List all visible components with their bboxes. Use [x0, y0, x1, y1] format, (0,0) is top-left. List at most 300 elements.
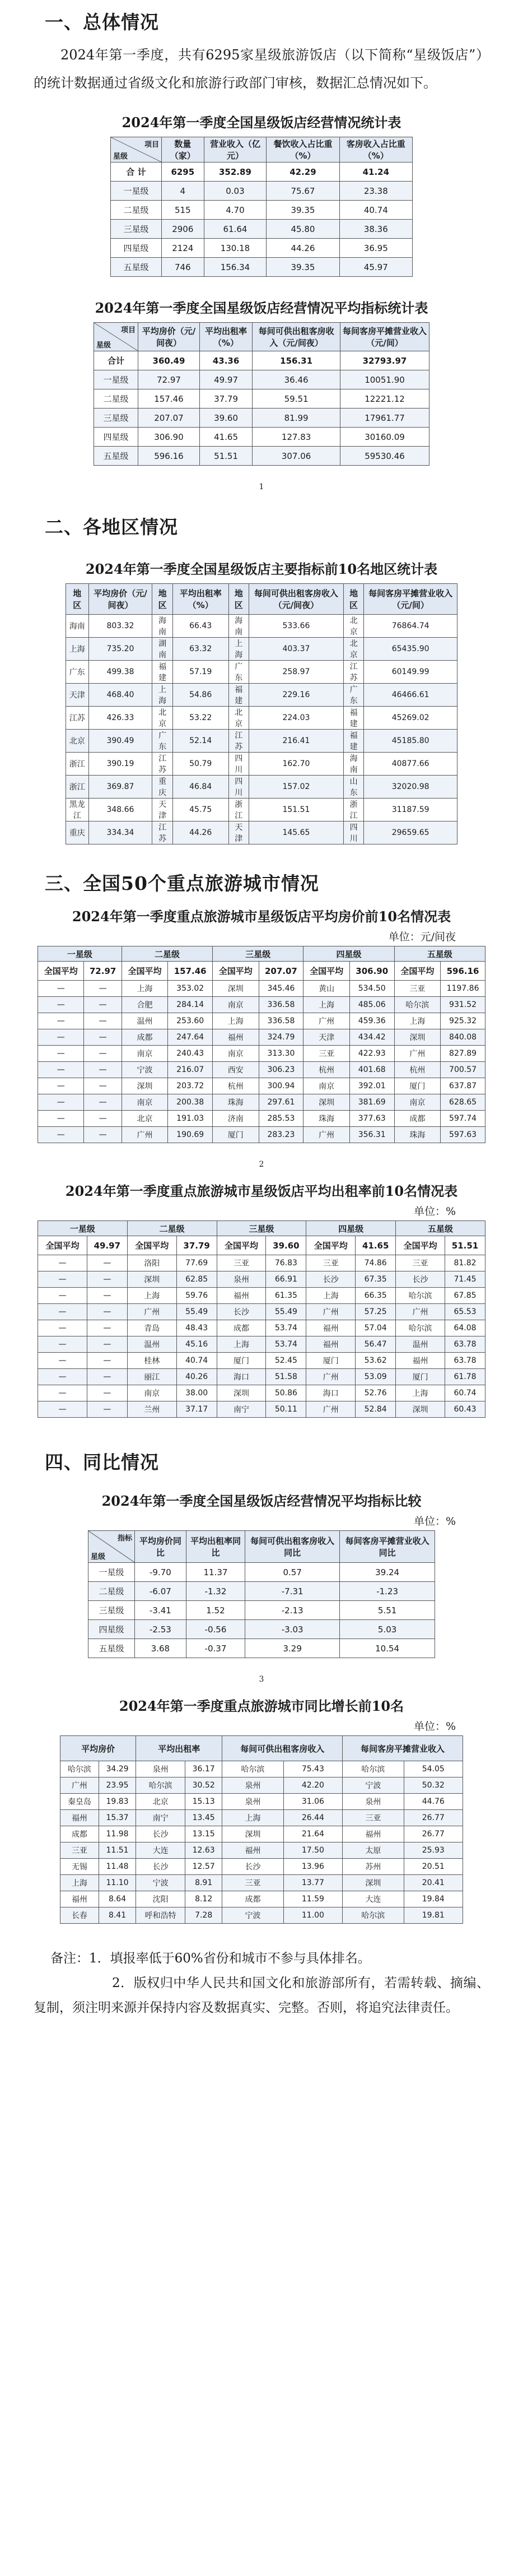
table-cell: — — [84, 1046, 122, 1062]
table-cell: 一星级 — [111, 182, 162, 201]
table-cell: 130.18 — [204, 239, 267, 258]
table-cell: 泉州 — [222, 1794, 283, 1810]
table-cell: 福建 — [343, 707, 363, 730]
table-3-caption: 2024年第一季度全国星级饭店主要指标前10名地区统计表 — [85, 561, 438, 577]
table-3-header: 平均出租率（%） — [172, 584, 228, 615]
table-cell: 海口 — [306, 1385, 356, 1401]
table-cell: 59.76 — [176, 1288, 217, 1304]
table-cell: — — [87, 1255, 127, 1271]
table-cell: 285.53 — [259, 1111, 303, 1127]
table-1-header: 餐饮收入占比重（%） — [267, 137, 339, 163]
table-cell: — — [84, 1029, 122, 1046]
table-cell: 江苏 — [152, 821, 172, 844]
table-cell: 上海 — [127, 1288, 176, 1304]
table-6-header: 平均出租率同比 — [186, 1531, 245, 1563]
table-cell: 福州 — [213, 1029, 259, 1046]
table-cell: 336.58 — [259, 1013, 303, 1029]
table-cell: 827.89 — [441, 1046, 485, 1062]
table-cell: 深圳 — [217, 1385, 266, 1401]
table-cell: 福州 — [60, 1891, 99, 1907]
table-cell: 23.95 — [99, 1777, 136, 1794]
table-cell: — — [87, 1401, 127, 1418]
table-cell: 成都 — [217, 1320, 266, 1336]
table-cell: 45.97 — [339, 258, 412, 277]
table-row — [38, 1385, 485, 1401]
table-cell: 596.16 — [138, 447, 200, 466]
table-3-header: 地 区 — [66, 584, 89, 615]
table-cell: 上海 — [228, 638, 249, 661]
table-cell: 61.64 — [204, 220, 267, 239]
table-5-group: 三星级 — [217, 1221, 306, 1236]
table-cell: 广州 — [396, 1304, 445, 1320]
table-cell: 5.03 — [340, 1620, 435, 1639]
table-1-body — [111, 163, 413, 277]
table-cell: 珠海 — [303, 1111, 349, 1127]
table-3-header: 每间客房平摊营业收入（元/间） — [364, 584, 457, 615]
table-cell: 485.06 — [349, 997, 394, 1013]
table-cell: 温州 — [127, 1336, 176, 1353]
table-cell: 浙江 — [66, 776, 89, 799]
table-row — [94, 389, 429, 409]
table-cell: 一星级 — [88, 1563, 135, 1582]
table-cell: 422.93 — [349, 1046, 394, 1062]
table-cell: -0.56 — [186, 1620, 245, 1639]
table-cell: 533.66 — [249, 615, 343, 638]
table-cell: 15.37 — [99, 1810, 136, 1826]
table-cell: 成都 — [60, 1826, 99, 1842]
table-cell: 深圳 — [213, 981, 259, 997]
table-cell: 湖南 — [152, 638, 172, 661]
table-cell: 上海 — [152, 684, 172, 707]
table-6 — [88, 1530, 435, 1658]
table-cell: 广州 — [394, 1046, 440, 1062]
table-7-unit: 单位：% — [413, 1720, 456, 1733]
table-cell: 26.44 — [283, 1810, 342, 1826]
table-cell: 哈尔滨 — [60, 1761, 99, 1777]
avg-label: 全国平均 — [127, 1236, 176, 1255]
table-cell: 浙江 — [228, 799, 249, 821]
table-cell: 65435.90 — [364, 638, 457, 661]
table-cell: 157.02 — [249, 776, 343, 799]
table-cell: 26.77 — [404, 1810, 463, 1826]
table-cell: 31.06 — [283, 1794, 342, 1810]
table-cell: 283.23 — [259, 1127, 303, 1143]
table-cell: 福建 — [152, 661, 172, 684]
table-row — [60, 1891, 463, 1907]
table-row — [38, 1353, 485, 1369]
table-row — [60, 1777, 463, 1794]
table-6-corner — [88, 1531, 135, 1563]
table-3 — [66, 583, 457, 844]
table-cell: 46.84 — [172, 776, 228, 799]
table-cell: 356.31 — [349, 1127, 394, 1143]
table-row — [88, 1601, 435, 1620]
table-cell: 52.45 — [266, 1353, 306, 1369]
table-cell: 53.62 — [356, 1353, 396, 1369]
table-cell: 2906 — [162, 220, 204, 239]
section-4-title: 四、同比情况 — [45, 1451, 159, 1473]
table-cell: 637.87 — [441, 1078, 485, 1094]
table-cell: 76864.74 — [364, 615, 457, 638]
table-cell: 北京 — [66, 730, 89, 753]
table-cell: 二星级 — [94, 389, 138, 409]
table-cell: 泉州 — [136, 1761, 185, 1777]
table-row — [38, 1320, 485, 1336]
table-3-header: 每间可供出租客房收入（元/间夜） — [249, 584, 343, 615]
table-cell: — — [87, 1288, 127, 1304]
table-cell: 11.51 — [99, 1842, 136, 1859]
notes — [34, 1946, 489, 2020]
table-cell: 40.26 — [176, 1369, 217, 1385]
table-cell: 499.38 — [88, 661, 152, 684]
table-cell: 深圳 — [127, 1271, 176, 1288]
table-cell: 1197.86 — [441, 981, 485, 997]
table-cell: 长沙 — [136, 1826, 185, 1842]
avg-label: 全国平均 — [122, 962, 167, 981]
table-cell: 60.74 — [445, 1385, 485, 1401]
table-cell: 26.77 — [404, 1826, 463, 1842]
avg-value: 306.90 — [349, 962, 394, 981]
table-cell: 呼和浩特 — [136, 1907, 185, 1924]
table-cell: 57.25 — [356, 1304, 396, 1320]
table-cell: — — [38, 997, 84, 1013]
table-cell: 长沙 — [136, 1859, 185, 1875]
table-7-body — [60, 1761, 463, 1924]
table-cell: 6295 — [162, 163, 204, 182]
table-row — [88, 1639, 435, 1658]
table-cell: 11.10 — [99, 1875, 136, 1891]
table-cell: 63.78 — [445, 1353, 485, 1369]
table-7-group: 每间可供出租客房收入 — [222, 1736, 343, 1761]
table-6-header: 每间客房平摊营业收入同比 — [340, 1531, 435, 1563]
table-cell: 840.08 — [441, 1029, 485, 1046]
table-cell: 54.05 — [404, 1761, 463, 1777]
table-cell: 515 — [162, 201, 204, 220]
table-row — [94, 447, 429, 466]
table-4-group: 五星级 — [394, 946, 485, 962]
table-row — [38, 1336, 485, 1353]
table-cell: 55.49 — [266, 1304, 306, 1320]
table-cell: 三亚 — [217, 1255, 266, 1271]
table-cell: 海口 — [217, 1369, 266, 1385]
table-cell: 0.03 — [204, 182, 267, 201]
table-3-header: 地 区 — [228, 584, 249, 615]
table-row — [38, 1304, 485, 1320]
table-cell: 二星级 — [111, 201, 162, 220]
table-cell: 334.34 — [88, 821, 152, 844]
table-cell: 20.51 — [404, 1859, 463, 1875]
table-4-caption: 2024年第一季度重点旅游城市星级饭店平均房价前10名情况表 — [72, 908, 451, 925]
table-cell: 39.60 — [199, 409, 252, 428]
table-row — [111, 220, 413, 239]
table-row — [94, 370, 429, 389]
table-cell: 一星级 — [94, 370, 138, 389]
table-6-header: 每间可供出租客房收入同比 — [245, 1531, 340, 1563]
table-cell: 48.43 — [176, 1320, 217, 1336]
table-1-header: 客房收入占比重（%） — [339, 137, 412, 163]
table-cell: 五星级 — [88, 1639, 135, 1658]
table-cell: 38.00 — [176, 1385, 217, 1401]
table-cell: 297.61 — [259, 1094, 303, 1111]
table-cell: 62.85 — [176, 1271, 217, 1288]
table-cell: 50.79 — [172, 753, 228, 776]
table-cell: — — [38, 1336, 87, 1353]
table-cell: 合 计 — [111, 163, 162, 182]
table-4 — [38, 946, 485, 1143]
table-cell: 151.51 — [249, 799, 343, 821]
table-cell: 377.63 — [349, 1111, 394, 1127]
section-1-intro: 2024年第一季度，共有6295家星级旅游饭店（以下简称“星级饭店”）的统计数据通过省级文化和旅游行政部门审核，数据汇总情况如下。 — [34, 47, 489, 91]
table-cell: 352.89 — [204, 163, 267, 182]
table-cell: 30160.09 — [340, 428, 429, 447]
table-1 — [110, 137, 413, 277]
table-cell: 300.94 — [259, 1078, 303, 1094]
table-cell: 45.16 — [176, 1336, 217, 1353]
avg-label: 全国平均 — [217, 1236, 266, 1255]
table-cell: — — [87, 1271, 127, 1288]
table-cell: 上海 — [66, 638, 89, 661]
table-cell: 深圳 — [303, 1094, 349, 1111]
table-row — [38, 1255, 485, 1271]
table-4-body — [38, 981, 485, 1143]
table-cell: 258.97 — [249, 661, 343, 684]
table-cell: -3.41 — [135, 1601, 186, 1620]
table-cell: 207.07 — [138, 409, 200, 428]
table-cell: 江苏 — [66, 707, 89, 730]
table-cell: 37.17 — [176, 1401, 217, 1418]
table-cell: 福州 — [306, 1320, 356, 1336]
table-cell: 太原 — [343, 1842, 404, 1859]
table-row — [60, 1859, 463, 1875]
table-cell: 67.35 — [356, 1271, 396, 1288]
table-cell: 25.93 — [404, 1842, 463, 1859]
table-cell: 746 — [162, 258, 204, 277]
table-row — [38, 1271, 485, 1288]
table-cell: 成都 — [122, 1029, 167, 1046]
table-cell: 江苏 — [228, 730, 249, 753]
table-cell: 42.29 — [267, 163, 339, 182]
table-7-caption: 2024年第一季度重点旅游城市同比增长前10名 — [119, 1698, 404, 1714]
section-3-title: 三、全国50个重点旅游城市情况 — [45, 872, 319, 894]
table-row — [38, 1127, 485, 1143]
table-cell: 390.49 — [88, 730, 152, 753]
table-cell: 67.85 — [445, 1288, 485, 1304]
table-cell: 上海 — [60, 1875, 99, 1891]
table-5-group: 二星级 — [127, 1221, 217, 1236]
table-row — [66, 753, 457, 776]
table-cell: 南京 — [213, 997, 259, 1013]
table-cell: 洛阳 — [127, 1255, 176, 1271]
table-cell: 216.07 — [168, 1062, 213, 1078]
table-cell: 三亚 — [306, 1255, 356, 1271]
table-cell: 上海 — [303, 997, 349, 1013]
table-cell: 597.63 — [441, 1127, 485, 1143]
table-cell: 南京 — [213, 1046, 259, 1062]
table-cell: 2124 — [162, 239, 204, 258]
table-cell: 31187.59 — [364, 799, 457, 821]
table-row — [66, 821, 457, 844]
table-cell: — — [84, 1062, 122, 1078]
table-cell: 浙江 — [66, 753, 89, 776]
table-cell: 泉州 — [222, 1777, 283, 1794]
table-cell: 81.82 — [445, 1255, 485, 1271]
table-row — [94, 428, 429, 447]
table-cell: 西安 — [213, 1062, 259, 1078]
table-cell: 162.70 — [249, 753, 343, 776]
table-cell: 11.00 — [283, 1907, 342, 1924]
table-cell: 青岛 — [127, 1320, 176, 1336]
table-cell: 哈尔滨 — [136, 1777, 185, 1794]
note-2: 2．版权归中华人民共和国文化和旅游部所有，若需转载、摘编、复制，须注明来源并保持内容及数据真实、完整。否则，将追究法律责任。 — [34, 1976, 489, 2015]
table-cell: 7.28 — [185, 1907, 222, 1924]
table-2-corner — [94, 323, 138, 351]
table-cell: 57.19 — [172, 661, 228, 684]
table-cell: 5.51 — [340, 1601, 435, 1620]
table-2-header: 每间可供出租客房收入（元/间夜） — [253, 323, 340, 351]
table-cell: 8.91 — [185, 1875, 222, 1891]
table-cell: 深圳 — [222, 1826, 283, 1842]
table-cell: 广东 — [228, 661, 249, 684]
table-5-body — [38, 1255, 485, 1418]
table-cell: 56.47 — [356, 1336, 396, 1353]
table-row — [88, 1563, 435, 1582]
table-row — [38, 1369, 485, 1385]
table-cell: 628.65 — [441, 1094, 485, 1111]
table-cell: 45.75 — [172, 799, 228, 821]
table-cell: 福州 — [217, 1288, 266, 1304]
table-cell: 76.83 — [266, 1255, 306, 1271]
table-cell: 45185.80 — [364, 730, 457, 753]
table-cell: 厦门 — [213, 1127, 259, 1143]
table-row — [38, 1111, 485, 1127]
table-cell: -7.31 — [245, 1582, 340, 1601]
table-cell: 44.76 — [404, 1794, 463, 1810]
table-cell: 216.41 — [249, 730, 343, 753]
table-cell: 北京 — [136, 1794, 185, 1810]
table-row — [88, 1620, 435, 1639]
avg-value: 51.51 — [445, 1236, 485, 1255]
table-cell: 44.26 — [267, 239, 339, 258]
table-cell: 南京 — [122, 1046, 167, 1062]
table-cell: 52.76 — [356, 1385, 396, 1401]
table-cell: 253.60 — [168, 1013, 213, 1029]
table-cell: -0.37 — [186, 1639, 245, 1658]
table-3-body — [66, 615, 457, 844]
table-1-caption: 2024年第一季度全国星级饭店经营情况统计表 — [122, 114, 401, 131]
table-5 — [38, 1220, 485, 1418]
table-cell: -9.70 — [135, 1563, 186, 1582]
table-cell: 44.26 — [172, 821, 228, 844]
table-7-group: 每间客房平摊营业收入 — [343, 1736, 463, 1761]
table-cell: 75.67 — [267, 182, 339, 201]
table-cell: 203.72 — [168, 1078, 213, 1094]
table-cell: 海南 — [152, 615, 172, 638]
table-row — [88, 1582, 435, 1601]
table-cell: 390.19 — [88, 753, 152, 776]
table-cell: 四星级 — [94, 428, 138, 447]
table-cell: — — [87, 1304, 127, 1320]
table-cell: 福建 — [228, 684, 249, 707]
avg-label: 全国平均 — [38, 962, 84, 981]
table-cell: 306.23 — [259, 1062, 303, 1078]
table-cell: -6.07 — [135, 1582, 186, 1601]
avg-label: 全国平均 — [213, 962, 259, 981]
table-cell: 海南 — [343, 753, 363, 776]
avg-value: 37.79 — [176, 1236, 217, 1255]
table-cell: 21.64 — [283, 1826, 342, 1842]
table-cell: 313.30 — [259, 1046, 303, 1062]
table-cell: 13.96 — [283, 1859, 342, 1875]
table-cell: 广州 — [303, 1127, 349, 1143]
table-cell: 66.35 — [356, 1288, 396, 1304]
table-cell: 江苏 — [343, 661, 363, 684]
table-row — [38, 1288, 485, 1304]
table-cell: — — [38, 981, 84, 997]
table-cell: 23.38 — [339, 182, 412, 201]
table-5-group: 五星级 — [396, 1221, 485, 1236]
table-3-header: 地 区 — [343, 584, 363, 615]
table-cell: — — [38, 1046, 84, 1062]
table-cell: 32020.98 — [364, 776, 457, 799]
table-cell: 三亚 — [222, 1875, 283, 1891]
table-row — [38, 1078, 485, 1094]
table-cell: 三亚 — [303, 1046, 349, 1062]
table-cell: 广州 — [306, 1369, 356, 1385]
table-cell: 重庆 — [152, 776, 172, 799]
table-cell: — — [87, 1369, 127, 1385]
table-cell: 杭州 — [213, 1078, 259, 1094]
table-cell: 735.20 — [88, 638, 152, 661]
table-cell: 杭州 — [394, 1062, 440, 1078]
table-cell: 459.36 — [349, 1013, 394, 1029]
table-cell: 392.01 — [349, 1078, 394, 1094]
table-cell: 合计 — [94, 351, 138, 370]
table-cell: 广州 — [127, 1304, 176, 1320]
table-cell: 广州 — [306, 1401, 356, 1418]
table-cell: 64.08 — [445, 1320, 485, 1336]
table-cell: 3.68 — [135, 1639, 186, 1658]
table-cell: 长沙 — [217, 1304, 266, 1320]
table-cell: 广东 — [343, 684, 363, 707]
table-cell: 厦门 — [394, 1078, 440, 1094]
table-cell: — — [84, 981, 122, 997]
table-cell: 145.65 — [249, 821, 343, 844]
table-cell: 成都 — [222, 1891, 283, 1907]
table-cell: — — [84, 1078, 122, 1094]
table-cell: 38.36 — [339, 220, 412, 239]
table-cell: 上海 — [394, 1013, 440, 1029]
table-cell: 温州 — [122, 1013, 167, 1029]
table-row — [66, 776, 457, 799]
table-cell: 403.37 — [249, 638, 343, 661]
table-cell: — — [84, 1013, 122, 1029]
table-cell: 长春 — [60, 1907, 99, 1924]
avg-value: 49.97 — [87, 1236, 127, 1255]
table-cell: 52.84 — [356, 1401, 396, 1418]
table-cell: 长沙 — [396, 1271, 445, 1288]
table-6-caption: 2024年第一季度全国星级饭店经营情况平均指标比较 — [101, 1493, 422, 1509]
table-cell: 三亚 — [60, 1842, 99, 1859]
table-cell: 156.34 — [204, 258, 267, 277]
table-6-body — [88, 1563, 435, 1658]
table-cell: — — [87, 1353, 127, 1369]
table-cell: 434.42 — [349, 1029, 394, 1046]
table-2-header: 每间客房平摊营业收入（元/间） — [340, 323, 429, 351]
table-cell: 247.64 — [168, 1029, 213, 1046]
table-cell: 13.15 — [185, 1826, 222, 1842]
table-cell: 240.43 — [168, 1046, 213, 1062]
table-cell: 353.02 — [168, 981, 213, 997]
